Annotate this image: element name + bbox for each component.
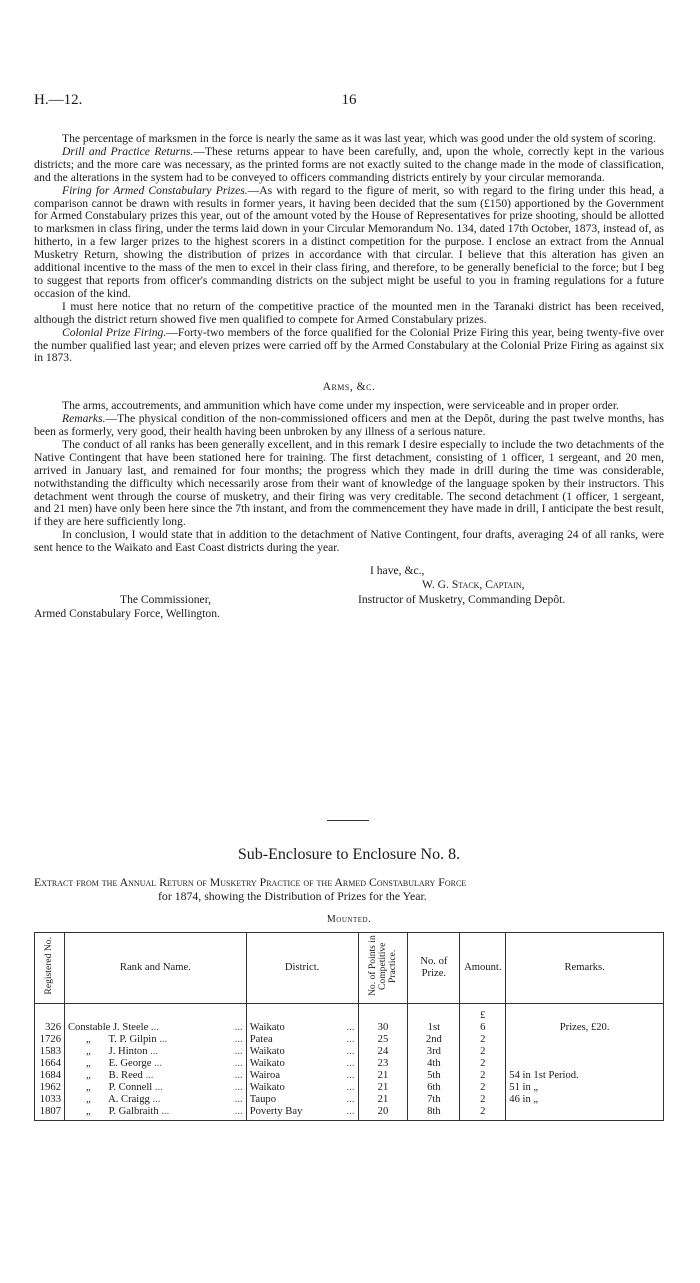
cell-prize-no: 7th [408,1094,460,1106]
cell-district: Waikato ... [246,1058,358,1070]
paragraph-title: Colonial Prize Firing. [62,325,167,339]
cell-registered-no: 1726 [35,1034,65,1046]
header-rank-name: Rank and Name. [64,933,246,1004]
sub-enclosure-title: Sub-Enclosure to Enclosure No. 8. [237,846,461,863]
cell-registered-no: 1583 [35,1046,65,1058]
paragraph-taranaki: I must here notice that no return of the competitive practice of the mounted men in the Taranaki district has been received, although the district return showed five men qualified to compete for Armed Constabulary prizes. [34,299,664,326]
paragraph-title: Firing for Armed Constabulary Prizes. [62,183,248,197]
cell-district: Poverty Bay ... [246,1106,358,1121]
table-row [35,1094,664,1106]
cell-points: 21 [358,1082,408,1094]
cell-district: Waikato ... [246,1082,358,1094]
table-row [35,1046,664,1058]
cell-remarks: 51 in „ [506,1082,664,1094]
cell-registered-no: 1684 [35,1070,65,1082]
cell-prize-no: 2nd [408,1034,460,1046]
cell-registered-no: 1807 [35,1106,65,1121]
cell-rank-name: „ T. P. Gilpin ... ... [64,1034,246,1046]
cell-prize-no: 8th [408,1106,460,1121]
section-divider [327,820,369,821]
cell-prize-no: 5th [408,1070,460,1082]
table-header-row [35,933,664,1004]
cell-district: Patea ... [246,1034,358,1046]
paragraph-marksmen: The percentage of marksmen in the force is nearly the same as it was last year, which was good under the old system of scoring. [62,132,656,145]
table-body [35,1004,664,1121]
paragraph-prize-firing: Firing for Armed Constabulary Prizes.—As with regard to the figure of merit, so with regard to the firing under this head, a comparison cannot be drawn with results in former years, it having been decided that the sum (£150) apportioned by the Government for Armed Constabulary prizes this year, out of the amount voted by the House of Representatives for prize shooting, should be allotted to marksmen in class firing, under the terms laid down in your Circular Memorandum No. 134, dated 17th October, 1873, instead of, as hitherto, in a few larger prizes to the highest scorers in a distinct competition for the purpose. I enclose an extract from the Annual Musketry Return, showing the distribution of prizes in accordance with that circular. I believe that this alteration has given an additional incentive to the mass of the men to excel in their class firing, and therefore, to be generally beneficial to the force; but I beg to suggest that reports from officer's commanding districts on the subject might be useful to you in framing regulations for a future occasion of the kind. [34,183,665,300]
salutation: I have, &c., [370,564,425,578]
cell-points: 23 [358,1058,408,1070]
cell-rank-name: „ J. Hinton ... ... [64,1046,246,1058]
cell-rank-name: „ B. Reed ... ... [64,1070,246,1082]
table-row [35,1034,664,1046]
addressee-line-1: The Commissioner, [120,593,211,607]
cell-prize-no: 3rd [408,1046,460,1058]
cell-amount: 6 [460,1022,506,1034]
cell-amount: 2 [460,1094,506,1106]
header-registered-no: Registered No. [35,933,65,1004]
paragraph-arms: The arms, accoutrements, and ammunition which have come under my inspection, were serviceable and in proper order. [62,399,619,413]
cell-registered-no: 326 [35,1022,65,1034]
cell-registered-no: 1962 [35,1082,65,1094]
cell-registered-no: 1033 [35,1094,65,1106]
cell-amount: 2 [460,1070,506,1082]
header-amount: Amount. [460,933,506,1004]
header-district: District. [246,933,358,1004]
paragraph-conduct: The conduct of all ranks has been generally excellent, and in this remark I desire especially to include the two detachments of the Native Contingent that have been stationed here for training. The first detachment, consisting of 1 officer, 1 sergeant, and 20 men, arrived in January last, and remained for four months; the progress which they made in drill during the time was considerable, notwithstanding the difficulty which necessarily arose from their want of knowledge of the language spoken by their instructors. This detachment went through the course of musketry, and their firing was very creditable. The second detachment (1 officer, 1 sergeant, and 21 men) have only been here since the 7th instant, and from the commencement they have made in drill, I anticipate the best result, if they are here sufficiently long. [34,437,664,529]
cell-prize-no: 1st [408,1022,460,1034]
table-row [35,1070,664,1082]
cell-prize-no: 6th [408,1082,460,1094]
cell-registered-no: 1664 [35,1058,65,1070]
cell-amount: 2 [460,1106,506,1121]
paragraph-remarks: Remarks.—The physical condition of the non-commissioned officers and men at the Depôt, during the past twelve months, has been as formerly, very good, their health having been unbroken by any illness of a serious nature. [34,412,664,439]
addressee-line-2: Armed Constabulary Force, Wellington. [34,607,220,621]
paragraph-title: Drill and Practice Returns. [62,144,194,158]
cell-rank-name: „ P. Galbraith ... ... [64,1106,246,1121]
paragraph-drill-returns: Drill and Practice Returns.—These returns appear to have been carefully, and, upon the whole, correctly kept in the various districts; and the more care was necessary, as the printed forms are not exactly suited to the change made in the mode of classification, and the alterations in the system had to be conveyed to officers commanding districts entirely by your circular memoranda. [34,144,664,184]
paragraph-title: Remarks. [62,412,106,426]
table-row [35,1022,664,1034]
cell-remarks [506,1058,664,1070]
cell-district: Waikato ... [246,1046,358,1058]
table-row [35,1082,664,1094]
page-header [34,92,664,112]
cell-remarks: 46 in „ [506,1094,664,1106]
cell-prize-no: 4th [408,1058,460,1070]
currency-symbol: £ [460,1004,506,1023]
section-heading-arms: Arms, &c. [322,380,376,394]
letter-closing [34,561,664,639]
table-row [35,1058,664,1070]
paragraph-conclusion: In conclusion, I would state that in addition to the detachment of Native Contingent, four drafts, averaging 24 of all ranks, were sent hence to the Waikato and East Coast districts during the year. [34,528,664,555]
prize-distribution-table [34,932,664,1121]
report-body [34,133,664,639]
table-row [35,1106,664,1121]
cell-rank-name: Constable J. Steele ... ... [64,1022,246,1034]
signature: W. G. Stack, Captain, [422,578,525,592]
document-reference: H.—12. [34,92,83,108]
cell-district: Waikato ... [246,1022,358,1034]
currency-row [35,1004,664,1023]
cell-remarks: Prizes, £20. [506,1022,664,1034]
cell-points: 30 [358,1022,408,1034]
extract-line-2: for 1874, showing the Distribution of Prizes for the Year. [158,888,427,903]
paragraph-colonial-firing: Colonial Prize Firing.—Forty-two members of the force qualified for the Colonial Prize Firing this year, being twenty-five over the number qualified last year; and eleven prizes were carried off by the Armed Constabulary at the Colonial Prize Firing as against six in 1873. [34,325,664,365]
extract-title [34,876,664,903]
cell-points: 24 [358,1046,408,1058]
cell-remarks [506,1046,664,1058]
header-points: No. of Points in Competitive Practice. [358,933,408,1004]
page-number: 16 [341,92,357,108]
cell-amount: 2 [460,1034,506,1046]
cell-remarks: 54 in 1st Period. [506,1070,664,1082]
header-remarks: Remarks. [506,933,664,1004]
cell-points: 25 [358,1034,408,1046]
cell-rank-name: „ P. Connell ... ... [64,1082,246,1094]
extract-line-1: Extract from the Annual Return of Musketry Practice of the Armed Constabulary Force [34,875,467,889]
cell-amount: 2 [460,1058,506,1070]
cell-amount: 2 [460,1046,506,1058]
cell-rank-name: „ E. George ... ... [64,1058,246,1070]
cell-district: Wairoa ... [246,1070,358,1082]
cell-remarks [506,1106,664,1121]
cell-points: 20 [358,1106,408,1121]
cell-points: 21 [358,1070,408,1082]
cell-amount: 2 [460,1082,506,1094]
cell-rank-name: „ A. Craigg ... ... [64,1094,246,1106]
cell-remarks [506,1034,664,1046]
cell-points: 21 [358,1094,408,1106]
table-caption-mounted: Mounted. [326,914,372,925]
signatory-title: Instructor of Musketry, Commanding Depôt. [358,593,566,607]
cell-district: Taupo ... [246,1094,358,1106]
header-prize-no: No. of Prize. [408,933,460,1004]
